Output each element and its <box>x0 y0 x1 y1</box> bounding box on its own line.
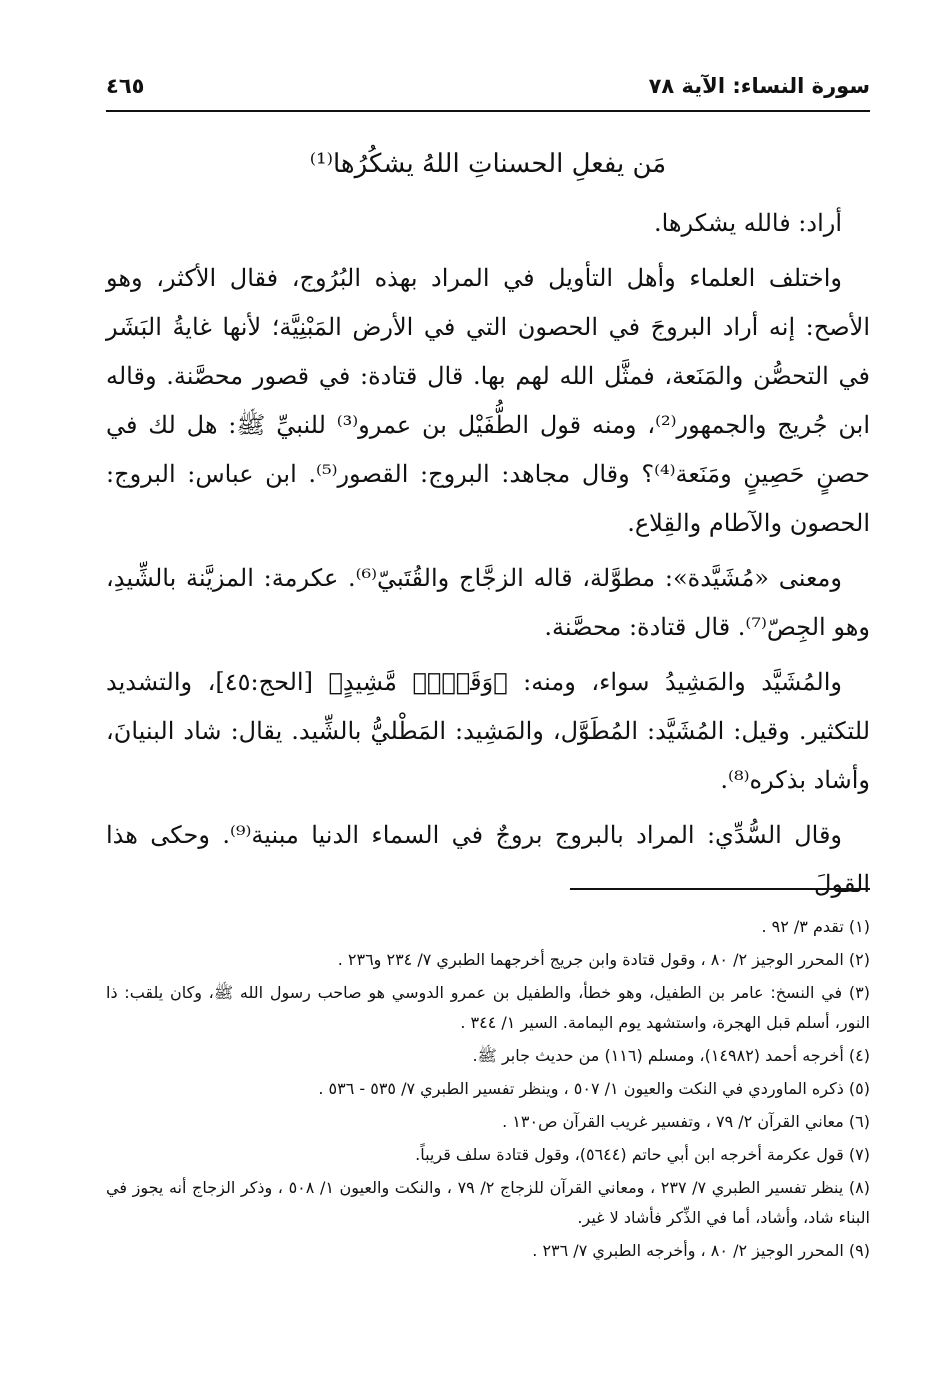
paragraph-4: والمُشَيَّد والمَشِيدُ سواء، ومنه: ﴿وَقَصۡرٖ مَّشِيدٍ﴾ [الحج:٤٥]، والتشديد للتكثير. وقيل: المُشَيَّد: المُطَوَّل، والمَشِيد: المَطْليُّ بالشِّيد. يقال: شاد البنيانَ، وأشاد بذكره⁽⁸⁾. <box>106 668 870 794</box>
footnote-9: (٩) المحرر الوجيز ٢/ ٨٠ ، وأخرجه الطبري ٧/ ٢٣٦ . <box>532 1241 870 1260</box>
page-number: ٤٦٥ <box>106 74 145 98</box>
paragraph-3: ومعنى «مُشَيَّدة»: مطوَّلة، قاله الزجَّاج والقُتَبيّ⁽⁶⁾. عكرمة: المزيَّنة بالشِّيدِ، وهو الجِصّ⁽⁷⁾. قال قتادة: محصَّنة. <box>106 564 870 641</box>
footnote-5: (٥) ذكره الماوردي في النكت والعيون ١/ ٥٠٧ ، وينظر تفسير الطبري ٧/ ٥٣٥ - ٥٣٦ . <box>318 1079 870 1098</box>
paragraph-5: وقال السُّدِّي: المراد بالبروج بروجٌ في السماء الدنيا مبنية⁽⁹⁾. وحكى هذا القولَ <box>106 821 870 898</box>
footnote-separator <box>570 888 870 890</box>
footnote-1: (١) تقدم ٣/ ٩٢ . <box>761 917 870 936</box>
header-title: سورة النساء: الآية ٧٨ <box>648 74 870 98</box>
running-header <box>106 68 870 112</box>
header-rule <box>106 110 870 112</box>
verse-line: مَن يفعلِ الحسناتِ اللهُ يشكُرُها⁽¹⁾ <box>309 149 667 179</box>
footnote-8: (٨) ينظر تفسير الطبري ٧/ ٢٣٧ ، ومعاني القرآن للزجاج ٢/ ٧٩ ، والنكت والعيون ١/ ٥٠٨ ، وذكر الزجاج أنه يجوز في البناء شاد، وأشاد، أما في الذِّكر فأشاد لا غير. <box>106 1178 870 1227</box>
footnote-2: (٢) المحرر الوجيز ٢/ ٨٠ ، وقول قتادة وابن جريج أخرجهما الطبري ٧/ ٢٣٤ و٢٣٦ . <box>337 950 870 969</box>
paragraph-2: واختلف العلماء وأهل التأويل في المراد بهذه البُرُوج، فقال الأكثر، وهو الأصح: إنه أراد البروجَ في الحصون التي في الأرض المَبْنِيَّة؛ لأنها غايةُ البَشَر في التحصُّن والمَنَعة، فمثَّل الله لهم بها. قال قتادة: في قصور محصَّنة. وقاله ابن جُريج والجمهور⁽²⁾، ومنه قول الطُّفَيْل بن عمرو⁽³⁾ للنبيِّ ﷺ: هل لك في حصنٍ حَصِينٍ ومَنَعة⁽⁴⁾؟ وقال مجاهد: البروج: القصور⁽⁵⁾. ابن عباس: البروج: الحصون والآطام والقِلاع. <box>106 264 870 537</box>
footnotes <box>106 912 870 1269</box>
footnote-4: (٤) أخرجه أحمد (١٤٩٨٢)، ومسلم (١١٦) من حديث جابر ﷺ. <box>472 1046 870 1065</box>
footnote-7: (٧) قول عكرمة أخرجه ابن أبي حاتم (٥٦٤٤)، وقول قتادة سلف قريباً. <box>415 1145 870 1164</box>
main-text <box>106 140 870 915</box>
footnote-3: (٣) في النسخ: عامر بن الطفيل، وهو خطأ، والطفيل بن عمرو الدوسي هو صاحب رسول الله ﷺ، وكان يلقب: ذا النور، أسلم قبل الهجرة، واستشهد يوم اليمامة. السير ١/ ٣٤٤ . <box>106 983 870 1032</box>
footnote-6: (٦) معاني القرآن ٢/ ٧٩ ، وتفسير غريب القرآن ص١٣٠ . <box>502 1112 870 1131</box>
paragraph-1: أراد: فالله يشكرها. <box>653 209 842 237</box>
